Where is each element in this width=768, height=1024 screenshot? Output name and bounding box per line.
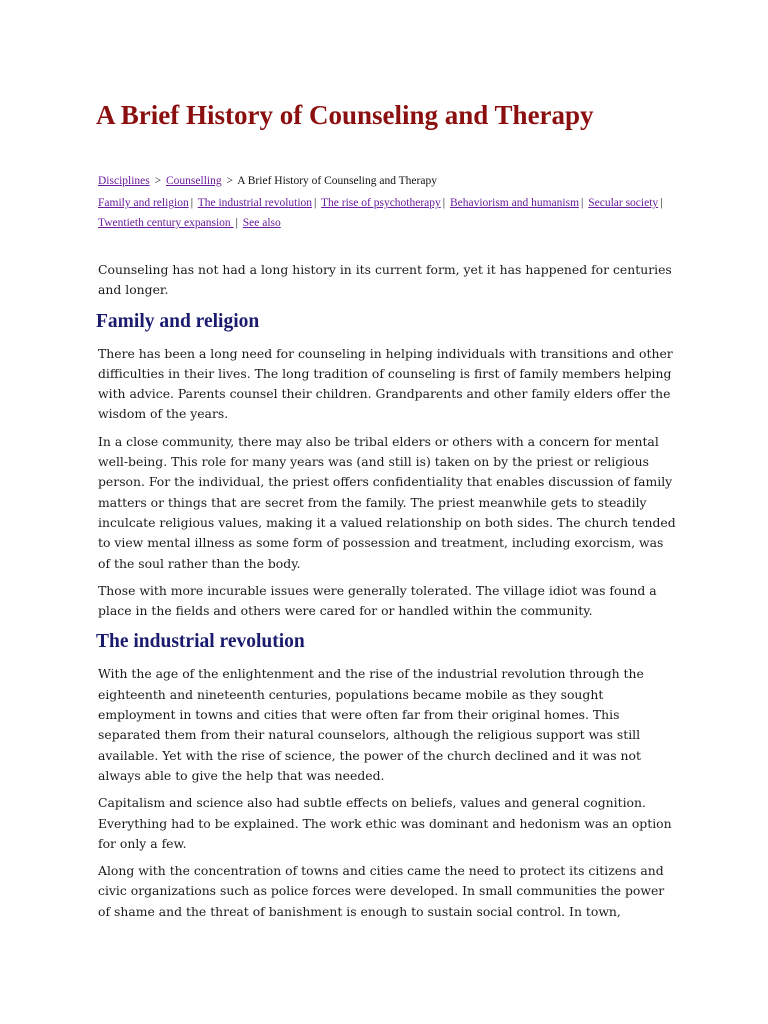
paragraph: Along with the concentration of towns and cities came the need to protect its citizens and civic organizations such as police forces were developed. In small communities the power of shame and the threat of banishment is enough to sustain social control. In town, [98, 863, 665, 919]
toc-separator: | [442, 197, 446, 209]
breadcrumb-separator: > [154, 175, 162, 187]
toc-link-family-and-religion[interactable]: Family and religion [98, 197, 189, 209]
paragraph: Those with more incurable issues were generally tolerated. The village idiot was found a place in the fields and others were cared for or handled within the community. [98, 582, 657, 619]
toc-separator: | [581, 197, 584, 209]
paragraph: There has been a long need for counseling in helping individuals with transitions and other difficulties in their lives. The long tradition of counseling is first of family members helping with advice. Parents counsel their children. Grandparents and other family elders offer the wisdom of the years. [98, 345, 673, 422]
toc-link-rise-of-psychotherapy[interactable]: The rise of psychotherapy [321, 197, 441, 209]
page-title: A Brief History of Counseling and Therapy [96, 100, 594, 130]
toc-separator: | [190, 197, 194, 209]
paragraph: In a close community, there may also be tribal elders or others with a concern for mental well-being. This role for many years was (and still is) taken on by the priest or religious person. For the individual, the priest offers confidentiality that enables discussion of family matters or things that are secret from the family. The priest meanwhile gets to steadily inculcate religious values, making it a valued relationship on both sides. The church tended to view mental illness as some form of possession and treatment, including exorcism, was of the soul rather than the body. [98, 433, 676, 571]
table-of-contents [98, 193, 678, 233]
toc-separator: | [660, 197, 663, 209]
toc-separator: | [314, 197, 317, 209]
toc-link-behaviorism-and-humanism[interactable]: Behaviorism and humanism [449, 197, 580, 209]
breadcrumb-current: A Brief History of Counseling and Therapy [237, 175, 437, 187]
intro-paragraph: Counseling has not had a long history in its current form, yet it has happened for centuries and longer. [98, 262, 672, 298]
article-body [98, 260, 676, 929]
toc-link-twentieth-century-expansion[interactable]: Twentieth century expansion [98, 217, 234, 229]
toc-link-see-also[interactable]: See also [242, 217, 281, 229]
breadcrumb [98, 171, 678, 191]
breadcrumb-link-disciplines[interactable]: Disciplines [98, 175, 150, 187]
section-heading-family-and-religion: Family and religion [96, 310, 260, 332]
toc-separator: | [235, 217, 238, 229]
paragraph: With the age of the enlightenment and the rise of the industrial revolution through the eighteenth and nineteenth centuries, populations became mobile as they sought employment in towns and cities that were often far from their original homes. This separated them from their natural counselors, although the religious support was still available. Yet with the rise of science, the power of the church declined and it was not always able to give the help that was needed. [98, 666, 644, 783]
toc-link-industrial-revolution[interactable]: The industrial revolution [197, 197, 313, 209]
paragraph: Capitalism and science also had subtle effects on beliefs, values and general cognition. Everything had to be explained. The work ethic was dominant and hedonism was an option for only a few. [98, 795, 672, 851]
breadcrumb-separator: > [226, 175, 233, 187]
breadcrumb-link-counselling[interactable]: Counselling [166, 175, 222, 187]
section-heading-industrial-revolution: The industrial revolution [96, 631, 305, 653]
toc-link-secular-society[interactable]: Secular society [588, 197, 659, 209]
